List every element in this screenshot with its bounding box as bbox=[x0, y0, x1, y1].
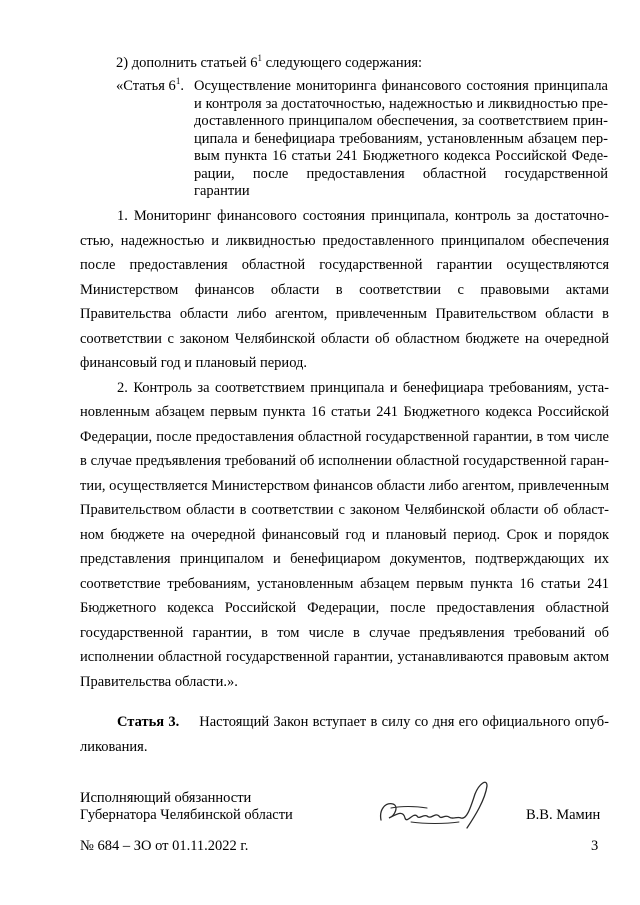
amendment-intro-superscript: 1 bbox=[257, 53, 263, 64]
signer-position bbox=[80, 790, 293, 824]
signer-position-line-1: Исполняющий обязанности bbox=[80, 790, 252, 806]
handwritten-signature bbox=[375, 776, 505, 836]
amendment-intro-text: 2) дополнить статьей 6 bbox=[116, 55, 258, 71]
paragraph-1: 1. Мониторинг финансового состояния принципала, контроль за достаточностью, надежностью и ликвидностью предоставленного принципалом обеспечения после предоставления областной государственной гарантии осуществляются Министерством финансов области в соответствии с правовыми актами Правительства области либо агентом, привлеченным Правительством области в соответствии с законом Челябинской области об областном бюджете на очередной финансовый год и плановый период. bbox=[80, 208, 609, 371]
article-3-text: Настоящий Закон вступает в силу со дня его официального опубликования. bbox=[80, 714, 609, 755]
new-article-label bbox=[116, 78, 184, 96]
article-body bbox=[80, 204, 609, 694]
new-article-label-dot: . bbox=[180, 78, 184, 94]
amendment-intro-tail: следующего содержания: bbox=[262, 55, 423, 71]
new-article-label-text: «Статья 6 bbox=[116, 78, 176, 94]
new-article-label-superscript: 1 bbox=[175, 76, 181, 87]
signer-name: В.В. Мамин bbox=[526, 807, 601, 823]
paragraph-2: 2. Контроль за соответствием принципала и бенефициара требованиям, установленным абзацем первым пункта 16 статьи 241 Бюджетного кодекса Российской Федерации, после предоставления областной государственной гарантии, в том числе в случае предъявления требований об исполнении областной государственной гарантии, осуществляется Министерством финансов области либо агентом, привлеченным Правительством области в соответствии с законом Челябинской области об областном бюджете на очередной финансовый год и плановый период. Срок и порядок представления принципалом и бенефициаром документов, подтверждающих их соответствие требованиям, установленным абзацем первым пункта 16 статьи 241 Бюджетного кодекса Российской Федерации, после предоставления областной государственной гарантии, в том числе в случае предъявления требований об исполнении областной государственной гарантии, устанавливаются правовым актом Правительства области.». bbox=[80, 379, 609, 690]
signer-position-line-2: Губернатора Челябинской области bbox=[80, 807, 293, 823]
page-number: 3 bbox=[591, 838, 599, 854]
law-number: № 684 – ЗО от 01.11.2022 г. bbox=[80, 838, 249, 854]
new-article-title: Осуществление мониторинга финансового состояния принципала и контроля за достаточностью, надежностью и ликвидностью предоставленного принципалом обеспечения, за соответствием принципала и бенефициара требованиям, установленным абзацем первым пункта 16 статьи 241 Бюджетного кодекса Российской Федерации, после предоставления областной государственной гарантии bbox=[194, 78, 608, 199]
amendment-intro bbox=[116, 54, 606, 72]
new-article-heading bbox=[116, 78, 608, 201]
article-3-label: Статья 3. bbox=[117, 714, 180, 730]
article-3 bbox=[80, 710, 609, 759]
